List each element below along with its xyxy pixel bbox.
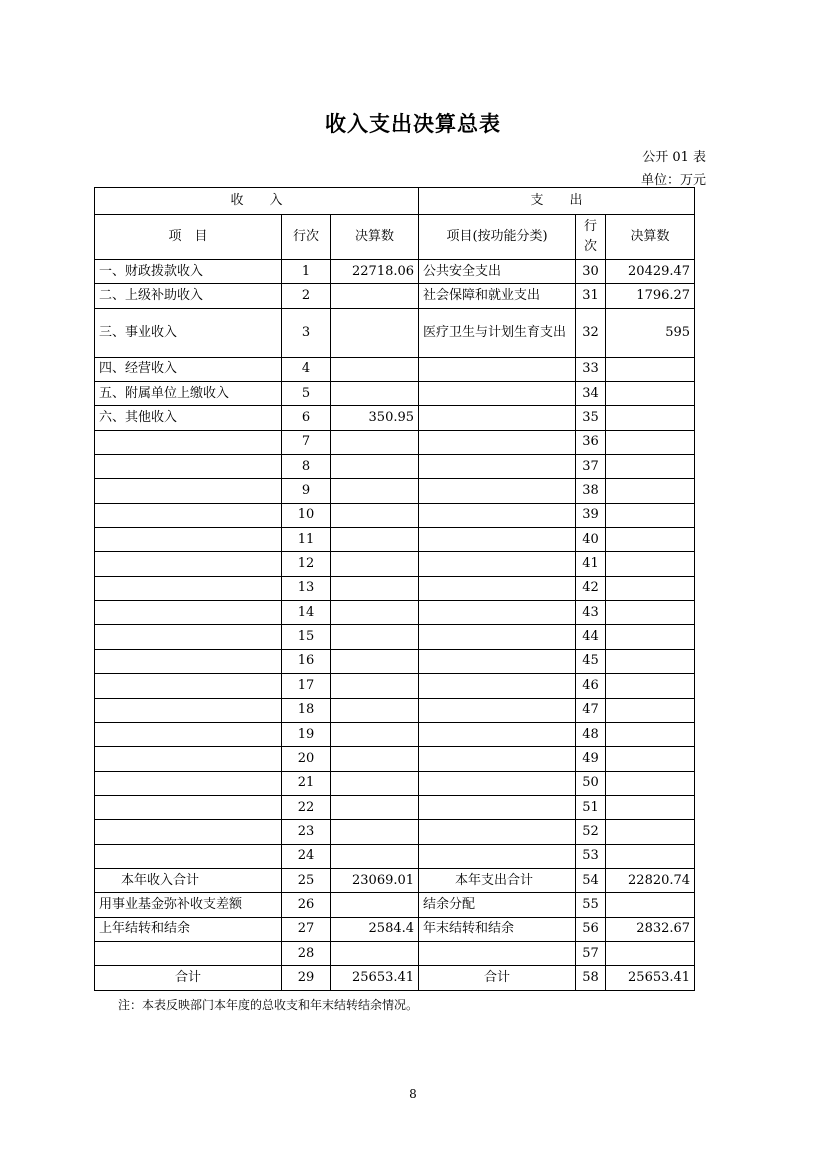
expense-item-cell: 年末结转和结余	[419, 917, 576, 941]
expense-item-cell	[419, 601, 576, 625]
expense-item-cell	[419, 649, 576, 673]
table-row	[95, 479, 695, 503]
expense-item-cell	[419, 820, 576, 844]
expense-amount-cell: 20429.47	[606, 260, 695, 284]
table-row	[95, 844, 695, 868]
income-row-no-cell: 18	[282, 698, 331, 722]
expense-item-cell	[419, 430, 576, 454]
income-amount-cell	[331, 576, 419, 600]
expense-item-cell	[419, 698, 576, 722]
income-item-cell	[95, 698, 282, 722]
expense-row-no-cell: 34	[576, 382, 606, 406]
expense-item-cell	[419, 479, 576, 503]
income-section-header: 收 入	[95, 188, 419, 215]
income-amount-cell: 350.95	[331, 406, 419, 430]
income-item-cell	[95, 941, 282, 965]
income-row-no-cell: 16	[282, 649, 331, 673]
expense-row-no-cell: 31	[576, 284, 606, 308]
expense-row-no-cell: 51	[576, 795, 606, 819]
income-row-no-cell: 9	[282, 479, 331, 503]
expense-amount-cell	[606, 479, 695, 503]
expense-item-cell	[419, 771, 576, 795]
expense-row-no-cell: 38	[576, 479, 606, 503]
income-amount-cell: 23069.01	[331, 868, 419, 892]
expense-item-header: 项目(按功能分类)	[419, 215, 576, 260]
expense-item-cell: 医疗卫生与计划生育支出	[419, 308, 576, 357]
income-row-no-cell: 27	[282, 917, 331, 941]
income-item-cell	[95, 674, 282, 698]
income-item-cell	[95, 455, 282, 479]
income-item-cell	[95, 747, 282, 771]
income-row-no-cell: 11	[282, 528, 331, 552]
expense-item-cell: 结余分配	[419, 893, 576, 917]
income-item-cell	[95, 430, 282, 454]
income-row-no-cell: 26	[282, 893, 331, 917]
income-item-cell	[95, 795, 282, 819]
expense-row-no-cell: 47	[576, 698, 606, 722]
income-row-no-cell: 29	[282, 966, 331, 990]
table-row	[95, 893, 695, 917]
income-expense-table	[94, 187, 695, 991]
expense-item-cell	[419, 382, 576, 406]
expense-row-no-cell: 48	[576, 722, 606, 746]
table-row	[95, 722, 695, 746]
table-row	[95, 552, 695, 576]
page-number: 8	[409, 1087, 417, 1101]
income-row-no-cell: 28	[282, 941, 331, 965]
income-row-no-cell: 20	[282, 747, 331, 771]
income-amount-cell	[331, 552, 419, 576]
expense-amount-cell	[606, 382, 695, 406]
table-row	[95, 260, 695, 284]
expense-amount-cell	[606, 941, 695, 965]
expense-amount-cell	[606, 406, 695, 430]
income-row-no-cell: 23	[282, 820, 331, 844]
expense-item-cell: 公共安全支出	[419, 260, 576, 284]
income-item-cell	[95, 552, 282, 576]
table-row	[95, 820, 695, 844]
table-row	[95, 966, 695, 990]
expense-row-no-cell: 54	[576, 868, 606, 892]
income-item-cell	[95, 479, 282, 503]
expense-amount-header: 决算数	[606, 215, 695, 260]
table-row	[95, 941, 695, 965]
expense-row-no-cell: 30	[576, 260, 606, 284]
income-item-cell	[95, 528, 282, 552]
income-item-cell	[95, 820, 282, 844]
expense-item-cell	[419, 941, 576, 965]
income-item-cell	[95, 576, 282, 600]
expense-row-no-cell: 32	[576, 308, 606, 357]
unit-label: 单位：万元	[640, 173, 706, 188]
section-header-row	[95, 188, 695, 215]
income-item-cell	[95, 625, 282, 649]
expense-item-cell: 社会保障和就业支出	[419, 284, 576, 308]
expense-row-no-cell: 58	[576, 966, 606, 990]
expense-amount-cell: 25653.41	[606, 966, 695, 990]
expense-amount-cell	[606, 674, 695, 698]
expense-amount-cell	[606, 625, 695, 649]
income-row-no-cell: 19	[282, 722, 331, 746]
expense-row-no-cell: 36	[576, 430, 606, 454]
income-amount-cell	[331, 528, 419, 552]
expense-row-no-cell: 33	[576, 357, 606, 381]
expense-amount-cell	[606, 893, 695, 917]
expense-amount-cell	[606, 430, 695, 454]
table-row	[95, 455, 695, 479]
income-row-no-cell: 10	[282, 503, 331, 527]
expense-section-header: 支 出	[419, 188, 695, 215]
amount-header: 决算数	[331, 215, 419, 260]
income-item-cell: 用事业基金弥补收支差额	[95, 893, 282, 917]
income-item-cell	[95, 601, 282, 625]
expense-item-cell	[419, 455, 576, 479]
expense-item-cell	[419, 406, 576, 430]
income-item-cell	[95, 844, 282, 868]
income-row-no-cell: 6	[282, 406, 331, 430]
income-amount-cell: 22718.06	[331, 260, 419, 284]
expense-amount-cell	[606, 455, 695, 479]
expense-item-cell	[419, 503, 576, 527]
income-row-no-cell: 4	[282, 357, 331, 381]
income-amount-cell	[331, 893, 419, 917]
expense-amount-cell	[606, 771, 695, 795]
table-row	[95, 382, 695, 406]
income-row-no-cell: 24	[282, 844, 331, 868]
expense-item-cell	[419, 795, 576, 819]
income-amount-cell	[331, 357, 419, 381]
table-row	[95, 698, 695, 722]
income-row-no-cell: 14	[282, 601, 331, 625]
expense-row-no-cell: 41	[576, 552, 606, 576]
table-row	[95, 795, 695, 819]
income-row-no-cell: 1	[282, 260, 331, 284]
income-item-cell: 本年收入合计	[95, 868, 282, 892]
income-item-cell: 一、财政拨款收入	[95, 260, 282, 284]
expense-amount-cell: 2832.67	[606, 917, 695, 941]
income-row-no-cell: 17	[282, 674, 331, 698]
expense-amount-cell	[606, 722, 695, 746]
income-item-cell	[95, 722, 282, 746]
footnote: 注：本表反映部门本年度的总收支和年末结转结余情况。	[118, 998, 419, 1012]
expense-item-cell	[419, 528, 576, 552]
table-row	[95, 406, 695, 430]
income-amount-cell	[331, 430, 419, 454]
income-amount-cell	[331, 941, 419, 965]
table-code: 公开 01 表	[642, 150, 706, 165]
income-amount-cell	[331, 747, 419, 771]
expense-row-no-cell: 50	[576, 771, 606, 795]
expense-row-no-cell: 57	[576, 941, 606, 965]
expense-amount-cell	[606, 357, 695, 381]
table-row	[95, 308, 695, 357]
expense-row-no-cell: 39	[576, 503, 606, 527]
item-header: 项 目	[95, 215, 282, 260]
expense-amount-cell: 1796.27	[606, 284, 695, 308]
income-amount-cell	[331, 455, 419, 479]
expense-amount-cell	[606, 528, 695, 552]
table-row	[95, 576, 695, 600]
expense-row-no-cell: 56	[576, 917, 606, 941]
income-item-cell: 三、事业收入	[95, 308, 282, 357]
expense-item-cell: 本年支出合计	[419, 868, 576, 892]
expense-amount-cell: 595	[606, 308, 695, 357]
income-row-no-cell: 8	[282, 455, 331, 479]
expense-row-no-cell: 53	[576, 844, 606, 868]
expense-amount-cell	[606, 698, 695, 722]
income-amount-cell	[331, 382, 419, 406]
table-row	[95, 528, 695, 552]
income-row-no-cell: 25	[282, 868, 331, 892]
expense-row-no-cell: 44	[576, 625, 606, 649]
expense-item-cell	[419, 357, 576, 381]
expense-amount-cell	[606, 747, 695, 771]
income-row-no-cell: 22	[282, 795, 331, 819]
expense-row-no-cell: 43	[576, 601, 606, 625]
income-amount-cell	[331, 820, 419, 844]
expense-item-cell: 合计	[419, 966, 576, 990]
expense-row-no-header: 行次	[576, 215, 606, 260]
income-amount-cell	[331, 649, 419, 673]
income-item-cell	[95, 649, 282, 673]
expense-item-cell	[419, 722, 576, 746]
expense-row-no-cell: 45	[576, 649, 606, 673]
table-row	[95, 503, 695, 527]
income-row-no-cell: 7	[282, 430, 331, 454]
table-row	[95, 284, 695, 308]
table-row	[95, 747, 695, 771]
expense-amount-cell	[606, 820, 695, 844]
income-row-no-cell: 12	[282, 552, 331, 576]
income-row-no-cell: 2	[282, 284, 331, 308]
expense-row-no-cell: 42	[576, 576, 606, 600]
income-row-no-cell: 3	[282, 308, 331, 357]
expense-amount-cell	[606, 844, 695, 868]
income-amount-cell: 25653.41	[331, 966, 419, 990]
income-amount-cell	[331, 698, 419, 722]
table-row	[95, 601, 695, 625]
income-item-cell: 六、其他收入	[95, 406, 282, 430]
income-amount-cell	[331, 601, 419, 625]
income-amount-cell	[331, 284, 419, 308]
expense-row-no-cell: 40	[576, 528, 606, 552]
row-no-header: 行次	[282, 215, 331, 260]
expense-row-no-cell: 49	[576, 747, 606, 771]
income-amount-cell	[331, 771, 419, 795]
table-row	[95, 674, 695, 698]
income-amount-cell	[331, 625, 419, 649]
income-row-no-cell: 15	[282, 625, 331, 649]
expense-item-cell	[419, 625, 576, 649]
page-title: 收入支出决算总表	[325, 111, 501, 136]
table-row	[95, 357, 695, 381]
income-item-cell: 合计	[95, 966, 282, 990]
income-row-no-cell: 21	[282, 771, 331, 795]
income-amount-cell	[331, 479, 419, 503]
table-row	[95, 771, 695, 795]
income-amount-cell	[331, 844, 419, 868]
income-amount-cell	[331, 795, 419, 819]
expense-row-no-cell: 55	[576, 893, 606, 917]
income-item-cell	[95, 771, 282, 795]
expense-item-cell	[419, 747, 576, 771]
income-item-cell: 四、经营收入	[95, 357, 282, 381]
expense-item-cell	[419, 576, 576, 600]
income-item-cell: 二、上级补助收入	[95, 284, 282, 308]
table-row	[95, 625, 695, 649]
income-item-cell: 五、附属单位上缴收入	[95, 382, 282, 406]
expense-amount-cell	[606, 795, 695, 819]
expense-row-no-cell: 37	[576, 455, 606, 479]
expense-amount-cell: 22820.74	[606, 868, 695, 892]
income-amount-cell: 2584.4	[331, 917, 419, 941]
income-row-no-cell: 13	[282, 576, 331, 600]
income-item-cell	[95, 503, 282, 527]
table-row	[95, 868, 695, 892]
income-amount-cell	[331, 722, 419, 746]
expense-item-cell	[419, 552, 576, 576]
income-amount-cell	[331, 503, 419, 527]
expense-amount-cell	[606, 576, 695, 600]
expense-row-no-cell: 46	[576, 674, 606, 698]
income-amount-cell	[331, 674, 419, 698]
income-item-cell: 上年结转和结余	[95, 917, 282, 941]
expense-row-no-cell: 35	[576, 406, 606, 430]
income-amount-cell	[331, 308, 419, 357]
expense-item-cell	[419, 844, 576, 868]
table-row	[95, 649, 695, 673]
table-row	[95, 917, 695, 941]
table-row	[95, 430, 695, 454]
expense-row-no-cell: 52	[576, 820, 606, 844]
expense-amount-cell	[606, 601, 695, 625]
expense-amount-cell	[606, 649, 695, 673]
income-row-no-cell: 5	[282, 382, 331, 406]
column-header-row	[95, 215, 695, 260]
expense-item-cell	[419, 674, 576, 698]
expense-amount-cell	[606, 552, 695, 576]
expense-amount-cell	[606, 503, 695, 527]
